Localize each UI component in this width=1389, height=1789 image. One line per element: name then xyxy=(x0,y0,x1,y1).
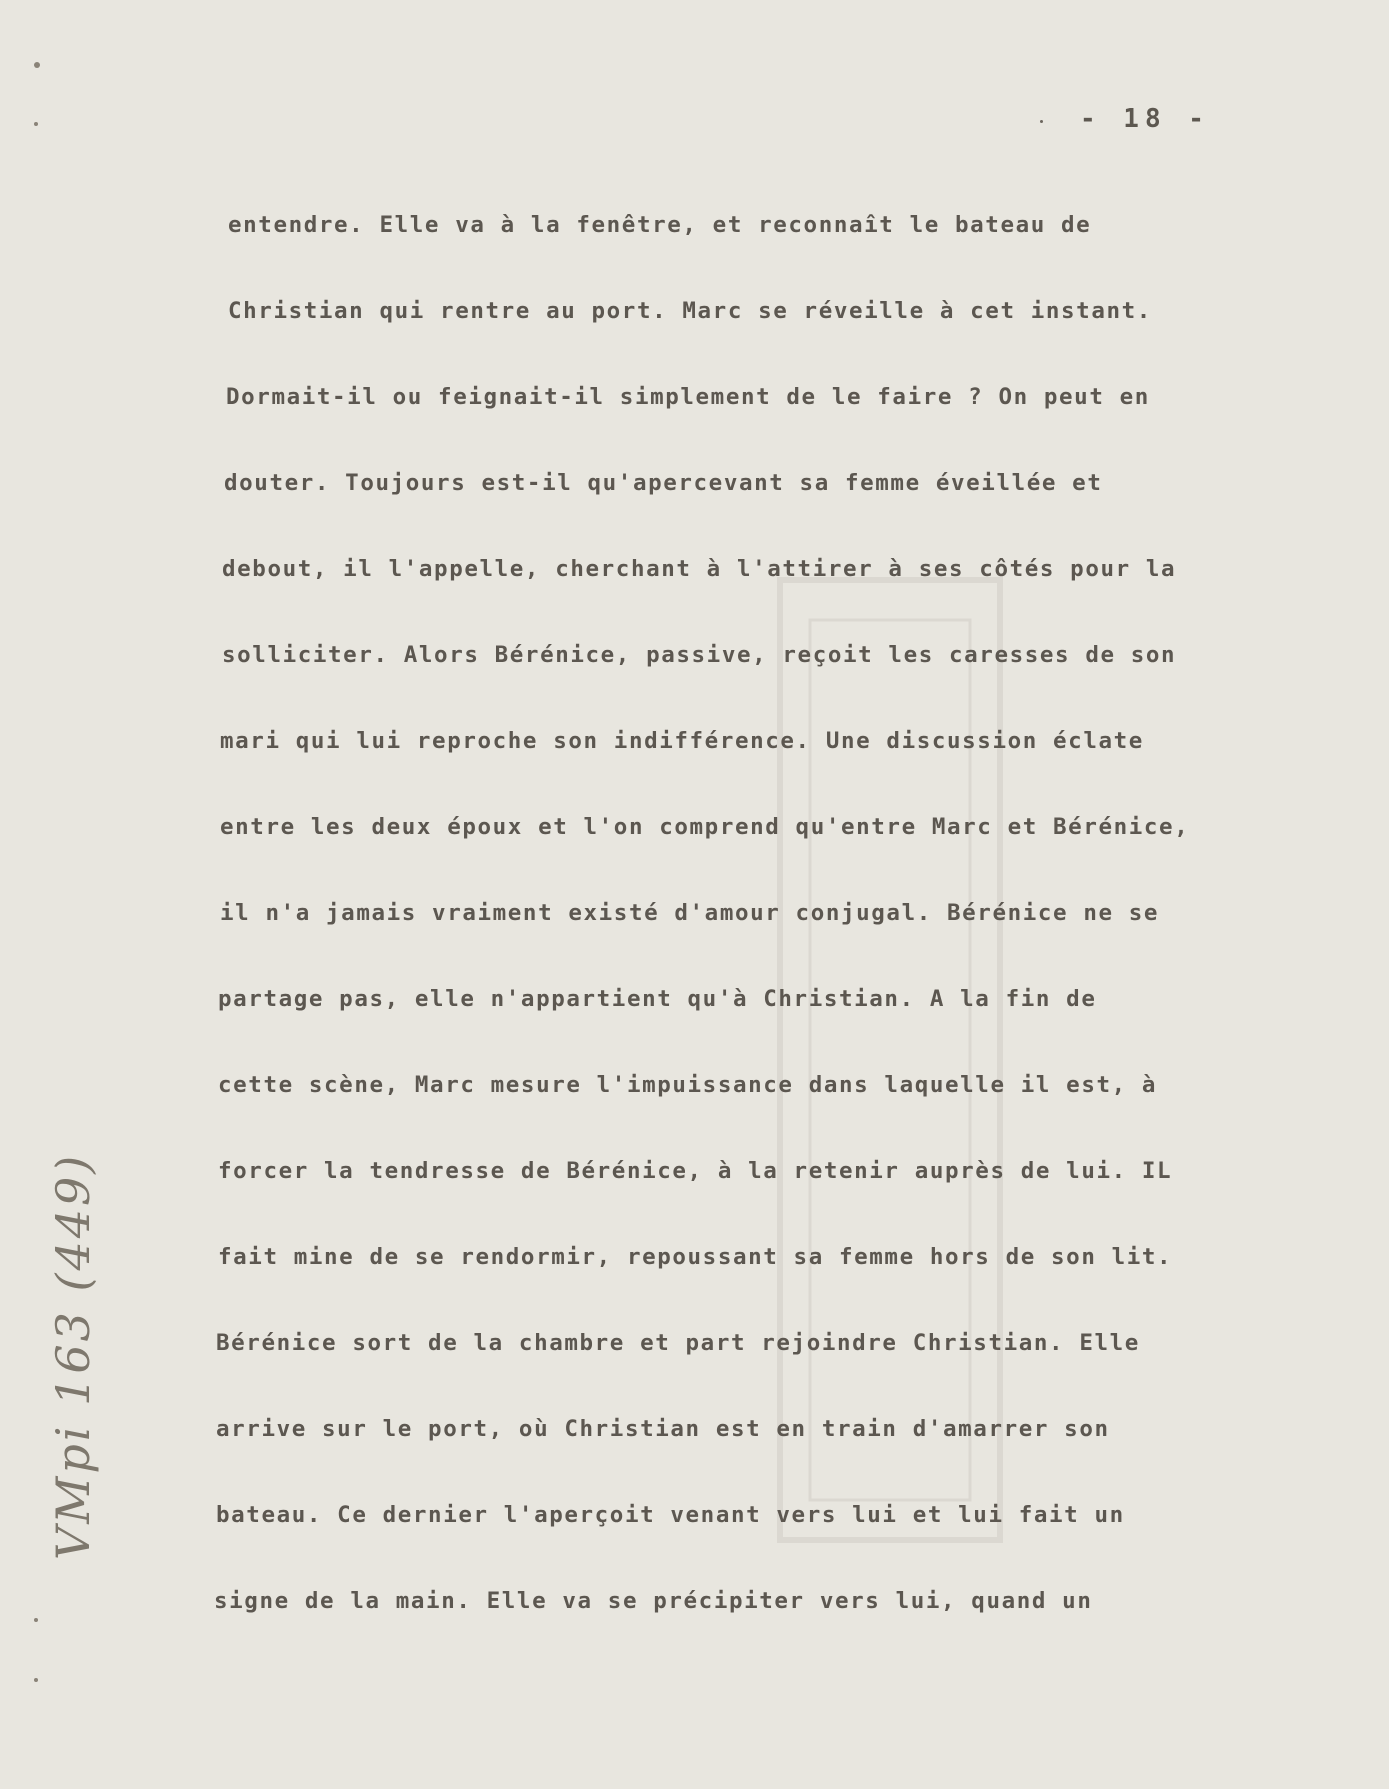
text-line: cette scène, Marc mesure l'impuissance dans laquelle il est, à xyxy=(218,1072,1158,1098)
handwritten-archive-note: VMpi 163 (449) xyxy=(46,1152,100,1560)
text-line: signe de la main. Elle va se précipiter vers lui, quand un xyxy=(214,1588,1093,1614)
punch-hole xyxy=(34,1618,38,1622)
typed-body-text xyxy=(212,212,1352,1674)
text-line: entendre. Elle va à la fenêtre, et reconnaît le bateau de xyxy=(228,212,1092,238)
punch-hole xyxy=(34,1678,38,1682)
text-line: entre les deux époux et l'on comprend qu'entre Marc et Bérénice, xyxy=(220,814,1190,840)
punch-hole xyxy=(34,62,40,68)
text-line: bateau. Ce dernier l'aperçoit venant vers lui et lui fait un xyxy=(216,1502,1125,1528)
text-line: partage pas, elle n'appartient qu'à Christian. A la fin de xyxy=(218,986,1097,1012)
page-number: - 18 - xyxy=(1080,104,1210,134)
text-line: debout, il l'appelle, cherchant à l'attirer à ses côtés pour la xyxy=(222,556,1177,582)
text-line: Bérénice sort de la chambre et part rejoindre Christian. Elle xyxy=(216,1330,1140,1356)
text-line: douter. Toujours est-il qu'apercevant sa femme éveillée et xyxy=(224,470,1103,496)
text-line: forcer la tendresse de Bérénice, à la retenir auprès de lui. IL xyxy=(218,1158,1173,1184)
text-line: fait mine de se rendormir, repoussant sa femme hors de son lit. xyxy=(218,1244,1173,1270)
text-line: mari qui lui reproche son indifférence. Une discussion éclate xyxy=(220,728,1144,754)
text-line: Dormait-il ou feignait-il simplement de le faire ? On peut en xyxy=(226,384,1150,410)
text-line: il n'a jamais vraiment existé d'amour conjugal. Bérénice ne se xyxy=(220,900,1160,926)
stray-mark xyxy=(1040,120,1043,123)
text-line: arrive sur le port, où Christian est en train d'amarrer son xyxy=(216,1416,1110,1442)
text-line: Christian qui rentre au port. Marc se réveille à cet instant. xyxy=(228,298,1152,324)
text-line: solliciter. Alors Bérénice, passive, reçoit les caresses de son xyxy=(222,642,1177,668)
punch-hole xyxy=(34,122,38,126)
